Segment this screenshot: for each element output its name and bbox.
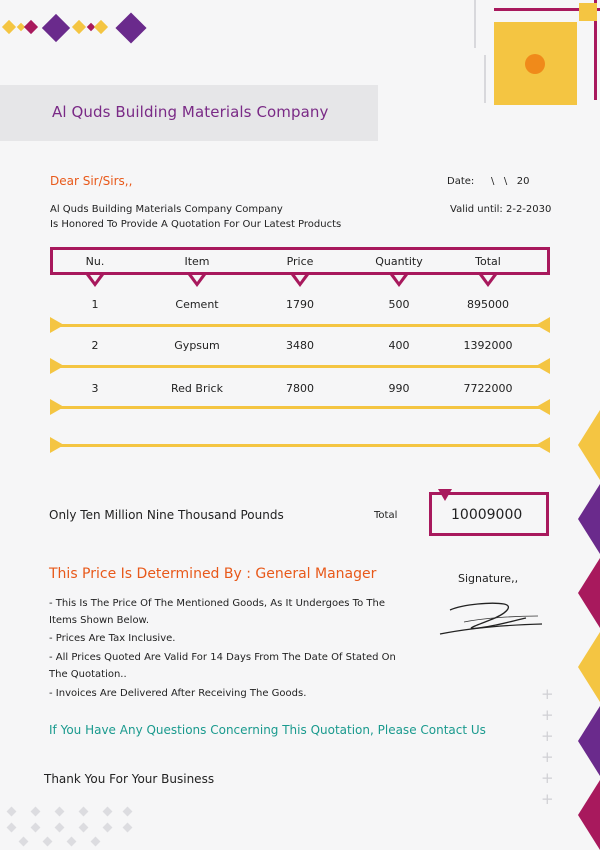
terms-line: The Quotation.. [49, 669, 127, 680]
signature-label: Signature,, [458, 572, 519, 585]
cell-item: Red Brick [171, 382, 223, 395]
cell-quantity: 500 [388, 298, 410, 311]
terms-line: - All Prices Quoted Are Valid For 14 Days From The Date Of Stated On [49, 652, 396, 663]
terms-line: Items Shown Below. [49, 615, 149, 626]
th-item: Item [184, 255, 210, 268]
contact-line: If You Have Any Questions Concerning This Quotation, Please Contact Us [49, 723, 486, 737]
header-notch [188, 275, 206, 287]
cell-price: 7800 [286, 382, 314, 395]
cell-number: 1 [91, 298, 99, 311]
greeting: Dear Sir/Sirs,, [50, 174, 133, 188]
row-separator [50, 406, 550, 409]
amount-in-words: Only Ten Million Nine Thousand Pounds [49, 508, 284, 522]
total-notch [438, 489, 452, 501]
th-quantity: Quantity [375, 255, 423, 268]
header-notch [390, 275, 408, 287]
total-label: Total [374, 510, 398, 521]
terms-line: - Prices Are Tax Inclusive. [49, 633, 176, 644]
terms-line: - Invoices Are Delivered After Receiving The Goods. [49, 688, 307, 699]
th-number: Nu. [85, 255, 105, 268]
cell-item: Gypsum [174, 339, 220, 352]
date-value: \ \ 20 [491, 176, 530, 187]
intro-line-2: Is Honored To Provide A Quotation For Our Latest Products [50, 219, 342, 230]
cell-price: 1790 [286, 298, 314, 311]
cell-total: 7722000 [463, 382, 513, 395]
intro-line-1: Al Quds Building Materials Company Company [50, 204, 283, 215]
cell-quantity: 990 [388, 382, 410, 395]
valid-until: Valid until: 2-2-2030 [450, 204, 552, 215]
cell-quantity: 400 [388, 339, 410, 352]
cell-number: 2 [91, 339, 99, 352]
row-separator [50, 365, 550, 368]
determined-by: This Price Is Determined By : General Manager [49, 566, 377, 582]
cell-total: 895000 [467, 298, 509, 311]
total-value: 10009000 [451, 507, 523, 523]
cell-item: Cement [175, 298, 219, 311]
cell-number: 3 [91, 382, 99, 395]
cell-total: 1392000 [463, 339, 513, 352]
header-notch [291, 275, 309, 287]
th-total: Total [475, 255, 501, 268]
company-name: Al Quds Building Materials Company [52, 103, 329, 121]
signature-image [434, 598, 546, 640]
date-label: Date: [447, 176, 475, 187]
terms-line: - This Is The Price Of The Mentioned Goods, As It Undergoes To The [49, 598, 385, 609]
thank-you: Thank You For Your Business [44, 772, 215, 786]
row-separator [50, 444, 550, 447]
cell-price: 3480 [286, 339, 314, 352]
row-separator [50, 324, 550, 327]
header-notch [479, 275, 497, 287]
th-price: Price [286, 255, 314, 268]
header-notch [86, 275, 104, 287]
